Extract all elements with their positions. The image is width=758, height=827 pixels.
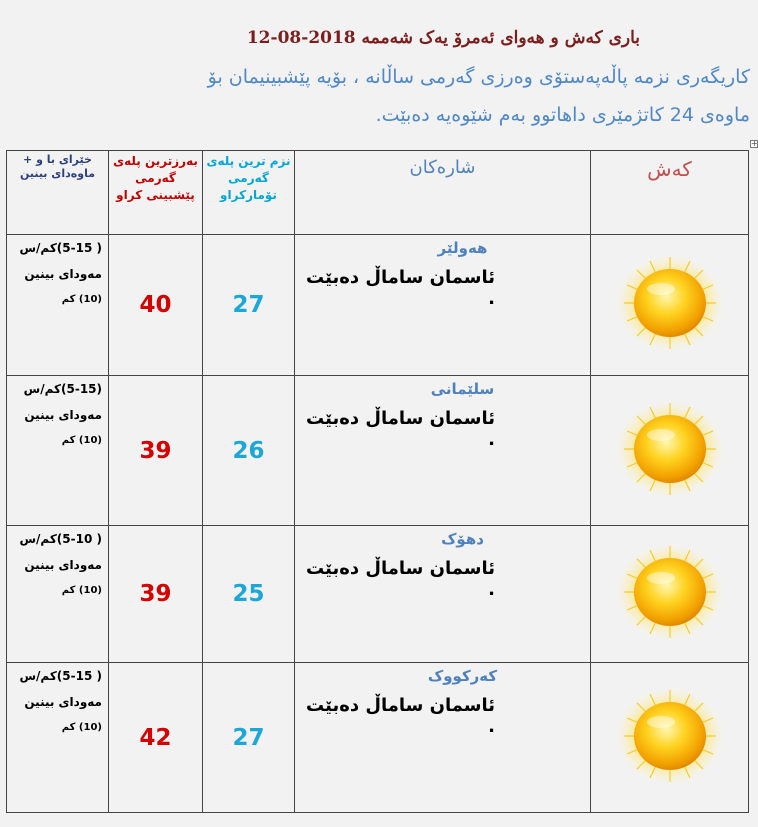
wind-speed: (5-15)کم/س xyxy=(23,382,102,396)
weather-description: ئاسمان ساماڵ دەبێت . xyxy=(306,695,495,737)
max-temp: 42 xyxy=(109,663,203,813)
city-name: هەولێر xyxy=(437,239,488,257)
wind-cell xyxy=(7,663,109,813)
header-max-temp: بەرزترین پلەی گەرمی پێشبینی کراو xyxy=(109,151,203,235)
sun-icon xyxy=(615,253,725,353)
weather-icon-cell xyxy=(591,376,749,526)
sun-icon xyxy=(615,399,725,499)
visibility-distance: (10) کم xyxy=(61,294,102,305)
city-cell xyxy=(295,663,591,813)
table-row xyxy=(7,376,749,526)
wind-cell xyxy=(7,235,109,376)
header-wind: خێرای با و + ماوەدای بینین xyxy=(7,151,109,235)
wind-speed: ( 5-15)کم/س xyxy=(19,669,102,683)
sun-icon xyxy=(615,686,725,786)
visibility-distance: (10) کم xyxy=(61,722,102,733)
city-cell xyxy=(295,526,591,663)
min-temp: 25 xyxy=(203,526,295,663)
weather-description: ئاسمان ساماڵ دەبێت . xyxy=(306,558,495,600)
max-temp: 39 xyxy=(109,526,203,663)
intro-line-1: کاریگەری نزمە پاڵەپەستۆی وەرزی گەرمی ساڵانە ، بۆیە پێشبینیمان بۆ xyxy=(207,66,750,88)
sun-icon xyxy=(615,542,725,642)
header-min-temp: نزم ترین پلەی گەرمی تۆمارکراو xyxy=(203,151,295,235)
weather-table xyxy=(6,150,749,813)
city-cell xyxy=(295,376,591,526)
table-row xyxy=(7,663,749,813)
visibility-label: مەودای بینین xyxy=(24,267,102,281)
weather-icon-cell xyxy=(591,663,749,813)
page-title: باری کەش و هەوای ئەمرۆ یەک شەممە 2018-08-12 xyxy=(246,28,640,48)
table-header-row xyxy=(7,151,749,235)
visibility-distance: (10) کم xyxy=(61,585,102,596)
min-temp: 27 xyxy=(203,235,295,376)
weather-description: ئاسمان ساماڵ دەبێت . xyxy=(306,267,495,309)
city-name: دهۆک xyxy=(441,530,484,548)
max-temp: 39 xyxy=(109,376,203,526)
city-cell xyxy=(295,235,591,376)
table-move-handle-icon[interactable]: + xyxy=(751,139,758,148)
visibility-label: مەودای بینین xyxy=(24,408,102,422)
table-row xyxy=(7,235,749,376)
table-row xyxy=(7,526,749,663)
wind-cell xyxy=(7,526,109,663)
min-temp: 27 xyxy=(203,663,295,813)
city-name: سلێمانی xyxy=(430,380,495,398)
header-weather: کەش xyxy=(591,151,749,235)
visibility-label: مەودای بینین xyxy=(24,558,102,572)
visibility-label: مەودای بینین xyxy=(24,695,102,709)
city-name: کەرکووک xyxy=(427,667,498,685)
weather-icon-cell xyxy=(591,526,749,663)
wind-speed: ( 5-15)کم/س xyxy=(19,241,102,255)
weather-description: ئاسمان ساماڵ دەبێت . xyxy=(306,408,495,450)
visibility-distance: (10) کم xyxy=(61,435,102,446)
wind-cell xyxy=(7,376,109,526)
min-temp: 26 xyxy=(203,376,295,526)
wind-speed: ( 5-10)کم/س xyxy=(19,532,102,546)
weather-icon-cell xyxy=(591,235,749,376)
max-temp: 40 xyxy=(109,235,203,376)
header-cities: شارەکان xyxy=(295,151,591,235)
intro-line-2: ماوەی 24 کاتژمێری داهاتوو بەم شێوەیە دەبێت. xyxy=(375,104,750,126)
